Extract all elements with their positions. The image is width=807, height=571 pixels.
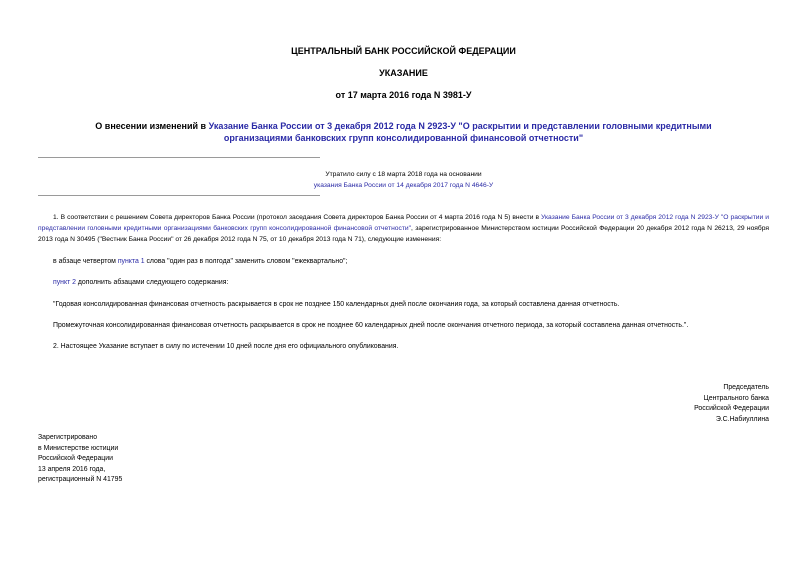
registration-block bbox=[38, 433, 122, 486]
p3-text: дополнить абзацами следующего содержания: bbox=[75, 279, 229, 286]
document-type: УКАЗАНИЕ bbox=[379, 68, 428, 78]
paragraph-1 bbox=[38, 212, 769, 245]
signature-line-2: Центрального банка bbox=[703, 394, 769, 402]
paragraph-5: Промежуточная консолидированная финансовая отчетность раскрывается в срок не позднее 60 календарных дней после окончания отчетного периода, за который составлена данная отчетность.". bbox=[53, 322, 689, 329]
registration-number: регистрационный N 41795 bbox=[38, 476, 123, 483]
document-title bbox=[60, 120, 747, 144]
paragraph-6: 2. Настоящее Указание вступает в силу по истечении 10 дней после дня его официального опубликования. bbox=[53, 343, 399, 350]
p3-link[interactable]: пункт 2 bbox=[53, 279, 76, 286]
p2-link[interactable]: пункта 1 bbox=[117, 258, 145, 265]
status-line-1: Утратило силу с 18 марта 2018 года на основании bbox=[325, 171, 482, 178]
divider-top bbox=[38, 157, 320, 158]
status-link[interactable]: указания Банка России от 14 декабря 2017 года N 4646-У bbox=[313, 181, 494, 189]
p1-text-end: , зарегистрированное Министерством юстиции Российской Федерации 20 декабря 2012 года N 26213, 29 ноября 2013 года N 30495 ("Вестник Банка России" от 26 декабря 2012 года N 75, от 10 декабря 2013 года N 71), следующие изменения: bbox=[38, 225, 770, 243]
status-note bbox=[0, 170, 807, 191]
registration-line-3: Российской Федерации bbox=[38, 455, 113, 462]
p1-text-start: 1. В соответствии с решением Совета директоров Банка России (протокол заседания Совета директоров Банка России от 4 марта 2016 года N 5) внести в bbox=[53, 214, 542, 221]
bank-name: ЦЕНТРАЛЬНЫЙ БАНК РОССИЙСКОЙ ФЕДЕРАЦИИ bbox=[291, 46, 516, 56]
title-prefix: О внесении изменений в bbox=[95, 121, 209, 131]
paragraph-2 bbox=[53, 256, 769, 267]
p1-link[interactable]: Указание Банка России от 3 декабря 2012 года N 2923-У "О раскрытии и представлении головными кредитными организациями банковских групп консолидированной финансовой отчетности" bbox=[38, 214, 769, 232]
registration-date: 13 апреля 2016 года, bbox=[38, 465, 106, 473]
paragraph-4: "Годовая консолидированная финансовая отчетность раскрывается в срок не позднее 150 календарных дней после окончания года, за который составлена данная отчетность. bbox=[53, 301, 620, 308]
divider-bottom bbox=[38, 195, 320, 196]
registration-line-1: Зарегистрировано bbox=[38, 434, 98, 441]
p2-text-start: в абзаце четвертом bbox=[53, 258, 118, 265]
registration-line-2: в Министерстве юстиции bbox=[38, 444, 119, 452]
signature-block bbox=[694, 383, 769, 425]
signature-line-1: Председатель bbox=[723, 384, 769, 391]
signature-line-3: Российской Федерации bbox=[694, 405, 769, 412]
document-date-number: от 17 марта 2016 года N 3981-У bbox=[335, 90, 472, 100]
signature-name: Э.С.Набиуллина bbox=[715, 415, 769, 423]
p2-text-end: слова "один раз в полгода" заменить словом "ежеквартально"; bbox=[144, 258, 348, 265]
title-link[interactable]: Указание Банка России от 3 декабря 2012 года N 2923-У "О раскрытии и представлении головными кредитными организациями банковских групп консолидированной финансовой отчетности" bbox=[208, 121, 712, 143]
paragraph-3 bbox=[53, 277, 769, 288]
